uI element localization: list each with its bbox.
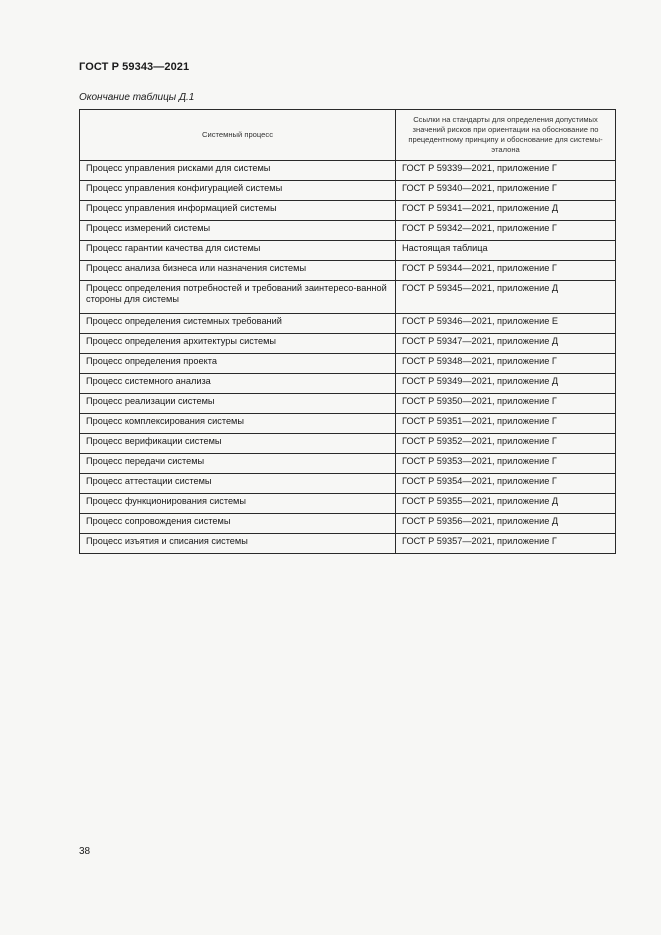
table-row — [80, 434, 616, 454]
table-row — [80, 221, 616, 241]
table-row — [80, 494, 616, 514]
table-row — [80, 374, 616, 394]
table-row — [80, 181, 616, 201]
reference-cell: ГОСТ Р 59347—2021, приложение Д — [396, 334, 616, 354]
reference-cell: ГОСТ Р 59356—2021, приложение Д — [396, 514, 616, 534]
column-header-process: Системный процесс — [80, 110, 396, 161]
reference-cell: ГОСТ Р 59349—2021, приложение Д — [396, 374, 616, 394]
process-cell: Процесс измерений системы — [80, 221, 396, 241]
table-row — [80, 334, 616, 354]
reference-cell: ГОСТ Р 59346—2021, приложение Е — [396, 314, 616, 334]
table-row — [80, 281, 616, 314]
reference-cell: ГОСТ Р 59348—2021, приложение Г — [396, 354, 616, 374]
reference-cell: ГОСТ Р 59355—2021, приложение Д — [396, 494, 616, 514]
process-cell: Процесс передачи системы — [80, 454, 396, 474]
document-title: ГОСТ Р 59343—2021 — [79, 61, 190, 73]
table-row — [80, 534, 616, 554]
table-row — [80, 514, 616, 534]
process-cell: Процесс системного анализа — [80, 374, 396, 394]
reference-cell: ГОСТ Р 59351—2021, приложение Г — [396, 414, 616, 434]
process-cell: Процесс реализации системы — [80, 394, 396, 414]
reference-cell: ГОСТ Р 59357—2021, приложение Г — [396, 534, 616, 554]
reference-cell: ГОСТ Р 59342—2021, приложение Г — [396, 221, 616, 241]
process-cell: Процесс функционирования системы — [80, 494, 396, 514]
reference-cell: ГОСТ Р 59353—2021, приложение Г — [396, 454, 616, 474]
standards-table — [79, 109, 616, 554]
reference-cell: ГОСТ Р 59344—2021, приложение Г — [396, 261, 616, 281]
table-caption: Окончание таблицы Д.1 — [79, 92, 195, 103]
reference-cell: ГОСТ Р 59350—2021, приложение Г — [396, 394, 616, 414]
process-cell: Процесс комплексирования системы — [80, 414, 396, 434]
process-cell: Процесс изъятия и списания системы — [80, 534, 396, 554]
reference-cell: ГОСТ Р 59345—2021, приложение Д — [396, 281, 616, 314]
process-cell: Процесс управления рисками для системы — [80, 161, 396, 181]
table-row — [80, 314, 616, 334]
process-cell: Процесс определения архитектуры системы — [80, 334, 396, 354]
column-header-references: Ссылки на стандарты для определения допустимых значений рисков при ориентации на обоснование по прецедентному принципу и обоснование для системы-эталона — [396, 110, 616, 161]
table-row — [80, 414, 616, 434]
table-row — [80, 161, 616, 181]
process-cell: Процесс определения проекта — [80, 354, 396, 374]
reference-cell: ГОСТ Р 59354—2021, приложение Г — [396, 474, 616, 494]
process-cell: Процесс гарантии качества для системы — [80, 241, 396, 261]
reference-cell: ГОСТ Р 59352—2021, приложение Г — [396, 434, 616, 454]
process-cell: Процесс верификации системы — [80, 434, 396, 454]
table-row — [80, 454, 616, 474]
table-row — [80, 241, 616, 261]
reference-cell: Настоящая таблица — [396, 241, 616, 261]
page-number: 38 — [79, 846, 91, 857]
reference-cell: ГОСТ Р 59340—2021, приложение Г — [396, 181, 616, 201]
table-row — [80, 474, 616, 494]
table-row — [80, 394, 616, 414]
process-cell: Процесс определения потребностей и требований заинтересо-ванной стороны для системы — [80, 281, 396, 314]
table-row — [80, 354, 616, 374]
process-cell: Процесс управления конфигурацией системы — [80, 181, 396, 201]
process-cell: Процесс управления информацией системы — [80, 201, 396, 221]
table-row — [80, 201, 616, 221]
table-row — [80, 261, 616, 281]
process-cell: Процесс определения системных требований — [80, 314, 396, 334]
reference-cell: ГОСТ Р 59339—2021, приложение Г — [396, 161, 616, 181]
reference-cell: ГОСТ Р 59341—2021, приложение Д — [396, 201, 616, 221]
process-cell: Процесс аттестации системы — [80, 474, 396, 494]
table-body — [80, 161, 616, 554]
process-cell: Процесс сопровождения системы — [80, 514, 396, 534]
table-header-row — [80, 110, 616, 161]
process-cell: Процесс анализа бизнеса или назначения системы — [80, 261, 396, 281]
